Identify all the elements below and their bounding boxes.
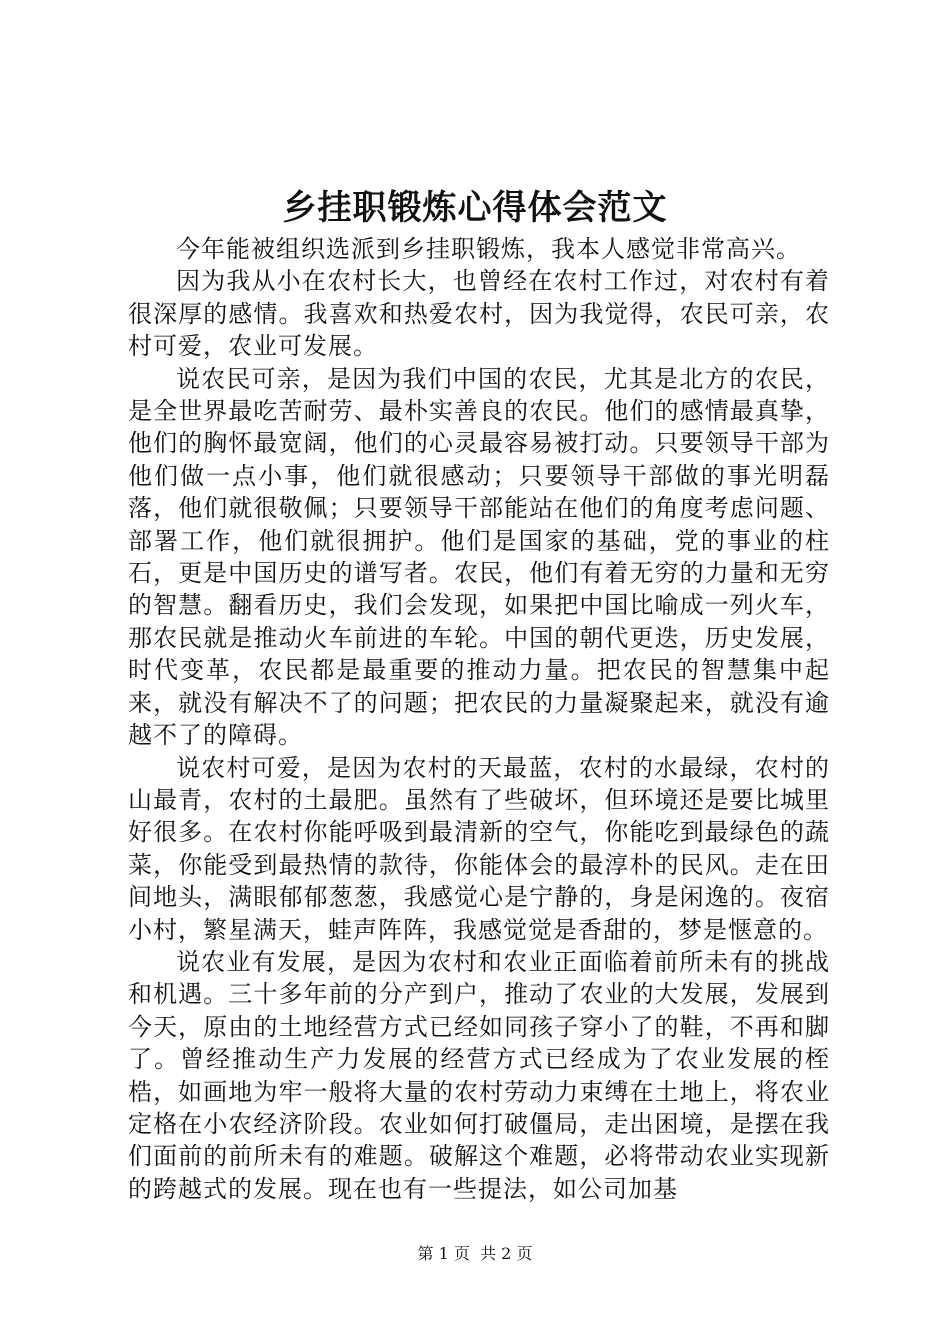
paragraph-countryside: 说农村可爱，是因为农村的天最蓝，农村的水最绿，农村的山最青，农村的土最肥。虽然有了些破坏，但环境还是要比城里好很多。在农村你能呼吸到最清新的空气，你能吃到最绿色的蔬菜，你能受到最热情的款待，你能体会的最淳朴的民风。走在田间地头，满眼郁郁葱葱，我感觉心是宁静的，身是闲逸的。夜宿小村，繁星满天，蛙声阵阵，我感觉觉是香甜的，梦是惬意的。 — [128, 753, 830, 944]
page-number-footer: 第 1 页 共 2 页 — [417, 1244, 533, 1263]
paragraph-intro: 今年能被组织选派到乡挂职锻炼，我本人感觉非常高兴。 — [176, 235, 801, 263]
paragraph-agriculture: 说农业有发展，是因为农村和农业正面临着前所未有的挑战和机遇。三十多年前的分产到户，推动了农业的大发展，发展到今天，原由的土地经营方式已经如同孩子穿小了的鞋，不再和脚了。曾经推动生产力发展的经营方式已经成为了农业发展的桎梏，如画地为牢一般将大量的农村劳动力束缚在土地上，将农业定格在小农经济阶段。农业如何打破僵局，走出困境，是摆在我们面前的前所未有的难题。破解这个难题，必将带动农业实现新的跨越式的发展。现在也有一些提法，如公司加基 — [128, 947, 830, 1203]
document-body — [128, 233, 830, 1205]
paragraph-farmers: 说农民可亲，是因为我们中国的农民，尤其是北方的农民，是全世界最吃苦耐劳、最朴实善良的农民。他们的感情最真挚，他们的胸怀最宽阔，他们的心灵最容易被打动。只要领导干部为他们做一点小事，他们就很感动；只要领导干部做的事光明磊落，他们就很敬佩；只要领导干部能站在他们的角度考虑问题、部署工作，他们就很拥护。他们是国家的基础，党的事业的柱石，更是中国历史的谱写者。农民，他们有着无穷的力量和无穷的智慧。翻看历史，我们会发现，如果把中国比喻成一列火车，那农民就是推动火车前进的车轮。中国的朝代更迭，历史发展，时代变革，农民都是最重要的推动力量。把农民的智慧集中起来，就没有解决不了的问题；把农民的力量凝聚起来，就没有逾越不了的障碍。 — [128, 364, 830, 750]
document-title: 乡挂职锻炼心得体会范文 — [282, 188, 668, 228]
paragraph-background: 因为我从小在农村长大，也曾经在农村工作过，对农村有着很深厚的感情。我喜欢和热爱农村，因为我觉得，农民可亲，农村可爱，农业可发展。 — [128, 267, 830, 361]
